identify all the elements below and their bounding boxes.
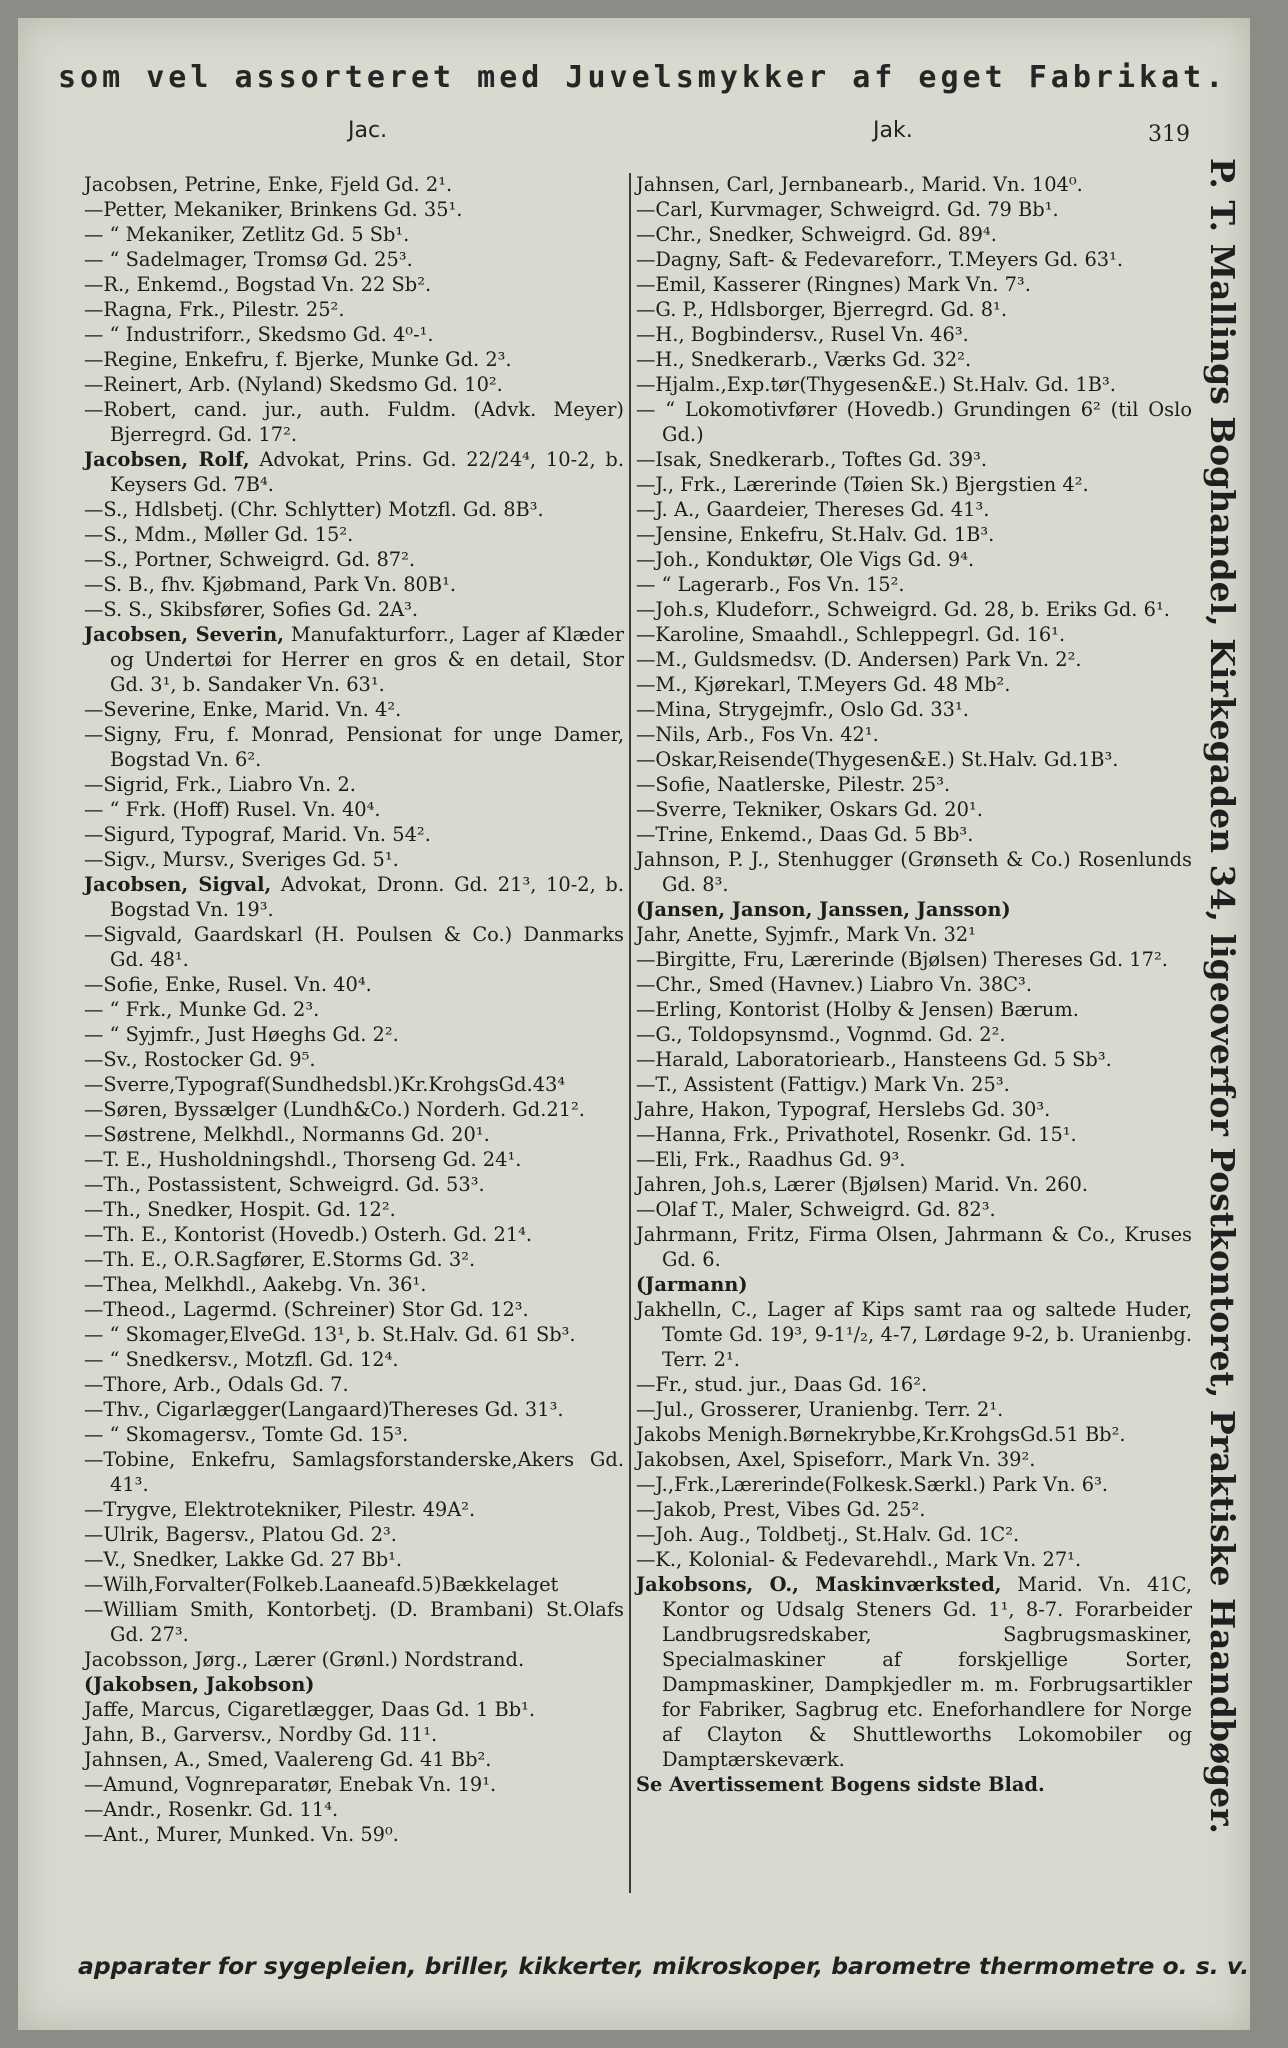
- entry-text: Jahrmann, Fritz, Firma Olsen, Jahrmann & Co., Kruses Gd. 6.: [636, 1223, 1192, 1271]
- directory-entry: [84, 1347, 624, 1372]
- page-number: 319: [1148, 122, 1190, 147]
- entry-text: — “ Snedkersv., Motzfl. Gd. 12⁴.: [84, 1348, 399, 1371]
- entry-text: —M., Guldsmedsv. (D. Andersen) Park Vn. 2².: [636, 648, 1082, 671]
- entry-text: —Hjalm.,Exp.tør(Thygesen&E.) St.Halv. Gd. 1B³.: [636, 373, 1116, 396]
- directory-entry: [84, 1647, 624, 1672]
- directory-entry: [84, 1372, 624, 1397]
- entry-text: —M., Kjørekarl, T.Meyers Gd. 48 Mb².: [636, 673, 1011, 696]
- column-divider: [629, 173, 631, 1893]
- entry-text: Manufakturforr., Lager af Klæder og Undertøi for Herrer en gros & en detail, Stor Gd. 3¹, b. Sandaker Vn. 63¹.: [110, 623, 624, 696]
- directory-entry: [636, 1022, 1192, 1047]
- directory-entry: [636, 347, 1192, 372]
- directory-entry: [84, 622, 624, 697]
- entry-text: —Fr., stud. jur., Daas Gd. 16².: [636, 1373, 928, 1396]
- entry-name-bold: Jacobsen, Severin,: [84, 623, 284, 646]
- entry-text: —H., Snedkerarb., Værks Gd. 32².: [636, 348, 972, 371]
- entry-text: —Chr., Snedker, Schweigrd. Gd. 89⁴.: [636, 223, 997, 246]
- directory-entry: [84, 1422, 624, 1447]
- directory-entry: [636, 497, 1192, 522]
- directory-entry: [636, 272, 1192, 297]
- entry-text: — “ Skomager,ElveGd. 13¹, b. St.Halv. Gd. 61 Sb³.: [84, 1323, 576, 1346]
- entry-text: —S. S., Skibsfører, Sofies Gd. 2A³.: [84, 598, 419, 621]
- entry-text: — “ Mekaniker, Zetlitz Gd. 5 Sb¹.: [84, 223, 410, 246]
- entry-text: —Robert, cand. jur., auth. Fuldm. (Advk. Meyer) Bjerregrd. Gd. 17².: [84, 398, 624, 446]
- directory-entry: [636, 847, 1192, 897]
- directory-entry: [84, 1447, 624, 1497]
- entry-text: —Joh.s, Kludeforr., Schweigrd. Gd. 28, b. Eriks Gd. 6¹.: [636, 598, 1170, 621]
- entry-text: —Sofie, Enke, Rusel. Vn. 40⁴.: [84, 973, 372, 996]
- entry-text: —Søstrene, Melkhdl., Normanns Gd. 20¹.: [84, 1123, 490, 1146]
- directory-entry: [636, 722, 1192, 747]
- entry-text: —Trygve, Elektrotekniker, Pilestr. 49A².: [84, 1498, 476, 1521]
- entry-text: —Th., Snedker, Hospit. Gd. 12².: [84, 1198, 396, 1221]
- directory-entry: [636, 572, 1192, 597]
- entry-text: —Thea, Melkhdl., Aakebg. Vn. 36¹.: [84, 1273, 427, 1296]
- directory-entry: [84, 972, 624, 997]
- entry-text: —Isak, Snedkerarb., Toftes Gd. 39³.: [636, 448, 988, 471]
- entry-text: —Andr., Rosenkr. Gd. 11⁴.: [84, 1798, 339, 1821]
- entry-text: Jahnson, P. J., Stenhugger (Grønseth & Co.) Rosenlunds Gd. 8³.: [636, 848, 1192, 896]
- entry-text: Jaffe, Marcus, Cigaretlægger, Daas Gd. 1 Bb¹.: [84, 1698, 536, 1721]
- directory-entry: [84, 1122, 624, 1147]
- entry-text: Marid. Vn. 41C, Kontor og Udsalg Steners Gd. 1¹, 8-7. Forarbeider Landbrugsredskaber, Sagbrugsmaskiner, Specialmaskiner af forskjellige Sorter, Dampmaskiner, Dampkjedler m. m. Forbrugsartikler for Fabriker, Sagbrug etc. Eneforhandlere for Norge af Clayton & Shuttleworths Lokomobiler og Damptærskeværk.: [662, 1573, 1192, 1771]
- directory-entry: [636, 772, 1192, 797]
- directory-entry: [636, 697, 1192, 722]
- entry-text: —Th. E., O.R.Sagfører, E.Storms Gd. 3².: [84, 1248, 476, 1271]
- left-column-heading: Jac.: [348, 118, 388, 143]
- directory-entry: [636, 947, 1192, 972]
- entry-text: —Sigurd, Typograf, Marid. Vn. 54².: [84, 823, 431, 846]
- directory-entry: [636, 397, 1192, 447]
- directory-entry: [636, 997, 1192, 1022]
- directory-entry: [84, 1497, 624, 1522]
- entry-text: Jakobs Menigh.Børnekrybbe,Kr.KrohgsGd.51 Bb².: [636, 1423, 1126, 1446]
- directory-entry: [84, 572, 624, 597]
- directory-entry: [84, 1547, 624, 1572]
- entry-name-bold: Jacobsen, Rolf,: [84, 448, 250, 471]
- directory-entry: [84, 1147, 624, 1172]
- top-advertisement-banner: som vel assorteret med Juvelsmykker af eget Fabrikat.: [58, 60, 1228, 95]
- directory-entry: [636, 1372, 1192, 1397]
- directory-entry: [636, 547, 1192, 572]
- entry-text: —Thv., Cigarlægger(Langaard)Thereses Gd. 31³.: [84, 1398, 564, 1421]
- entry-name-bold: Jacobsen, Sigval,: [84, 873, 272, 896]
- directory-entry: [84, 1772, 624, 1797]
- directory-entry: [636, 197, 1192, 222]
- directory-entry: [84, 997, 624, 1022]
- entry-text: Jahr, Anette, Syjmfr., Mark Vn. 32¹: [636, 923, 976, 946]
- entry-text: —Birgitte, Fru, Lærerinde (Bjølsen) Thereses Gd. 17².: [636, 948, 1168, 971]
- directory-entry: [636, 297, 1192, 322]
- entry-text: —Sigv., Mursv., Sveriges Gd. 5¹.: [84, 848, 399, 871]
- entry-text: —G. P., Hdlsborger, Bjerregrd. Gd. 8¹.: [636, 298, 1007, 321]
- directory-entry: [636, 1497, 1192, 1522]
- entry-text: —Ulrik, Bagersv., Platou Gd. 2³.: [84, 1523, 397, 1546]
- entry-text: — “ Lagerarb., Fos Vn. 15².: [636, 573, 905, 596]
- directory-entry: [636, 1297, 1192, 1372]
- entry-text: —Mina, Strygejmfr., Oslo Gd. 33¹.: [636, 698, 969, 721]
- directory-entry: [84, 1747, 624, 1772]
- entry-text: —Dagny, Saft- & Fedevareforr., T.Meyers Gd. 63¹.: [636, 248, 1124, 271]
- directory-entry: [84, 1322, 624, 1347]
- directory-entry: [84, 272, 624, 297]
- entry-text: —J., Frk., Lærerinde (Tøien Sk.) Bjergstien 4².: [636, 473, 1089, 496]
- entry-text: —Erling, Kontorist (Holby & Jensen) Bærum.: [636, 998, 1079, 1021]
- entry-text: —Thore, Arb., Odals Gd. 7.: [84, 1373, 349, 1396]
- section-heading: (Jarmann): [636, 1273, 748, 1296]
- entry-text: —S., Portner, Schweigrd. Gd. 87².: [84, 548, 416, 571]
- directory-entry: [636, 1472, 1192, 1497]
- entry-text: Jahre, Hakon, Typograf, Herslebs Gd. 30³.: [636, 1098, 1051, 1121]
- directory-entry: [84, 1822, 624, 1847]
- directory-entry: [636, 172, 1192, 197]
- entry-text: —Søren, Byssælger (Lundh&Co.) Norderh. Gd.21².: [84, 1098, 585, 1121]
- directory-entry: [636, 522, 1192, 547]
- directory-entry: [84, 1522, 624, 1547]
- directory-entry: [636, 1097, 1192, 1122]
- entry-text: —Severine, Enke, Marid. Vn. 4².: [84, 698, 402, 721]
- directory-entry: [636, 647, 1192, 672]
- directory-entry: [84, 322, 624, 347]
- entry-text: Jacobsen, Petrine, Enke, Fjeld Gd. 2¹.: [84, 173, 453, 196]
- directory-entry: [636, 1147, 1192, 1172]
- entry-text: —Ragna, Frk., Pilestr. 25².: [84, 298, 345, 321]
- directory-entry: [636, 1172, 1192, 1197]
- directory-entry: [84, 597, 624, 622]
- entry-text: —Sigvald, Gaardskarl (H. Poulsen & Co.) Danmarks Gd. 48¹.: [84, 923, 624, 971]
- entry-text: —Olaf T., Maler, Schweigrd. Gd. 82³.: [636, 1198, 996, 1221]
- left-column: [84, 172, 624, 1847]
- directory-entry: [84, 1197, 624, 1222]
- directory-entry: [636, 972, 1192, 997]
- directory-entry: [84, 697, 624, 722]
- directory-entry: [84, 547, 624, 572]
- directory-entry: [84, 772, 624, 797]
- entry-text: —R., Enkemd., Bogstad Vn. 22 Sb².: [84, 273, 432, 296]
- directory-entry: [636, 447, 1192, 472]
- entry-text: —Jul., Grosserer, Uranienbg. Terr. 2¹.: [636, 1398, 1004, 1421]
- directory-entry: [84, 372, 624, 397]
- directory-entry: [636, 672, 1192, 697]
- entry-text: —Chr., Smed (Havnev.) Liabro Vn. 38C³.: [636, 973, 1032, 996]
- entry-text: —Ant., Murer, Munked. Vn. 59⁰.: [84, 1823, 399, 1846]
- directory-entry: [84, 222, 624, 247]
- entry-text: —Th. E., Kontorist (Hovedb.) Osterh. Gd. 21⁴.: [84, 1223, 533, 1246]
- entry-text: —Nils, Arb., Fos Vn. 42¹.: [636, 723, 879, 746]
- entry-text: — “ Frk. (Hoff) Rusel. Vn. 40⁴.: [84, 798, 381, 821]
- directory-entry: [636, 797, 1192, 822]
- side-advertisement: P. T. Mallings Boghandel, Kirkegaden 34, ligeoverfor Postkontoret, Praktiske Haandbøger.: [1203, 158, 1242, 1835]
- directory-entry: [84, 1797, 624, 1822]
- section-heading: (Jansen, Janson, Janssen, Jansson): [636, 898, 1011, 921]
- entry-text: —S. B., fhv. Kjøbmand, Park Vn. 80B¹.: [84, 573, 457, 596]
- directory-entry: [84, 822, 624, 847]
- directory-entry: [636, 597, 1192, 622]
- directory-entry: [636, 1447, 1192, 1472]
- entry-text: —S., Mdm., Møller Gd. 15².: [84, 523, 354, 546]
- bottom-advertisement-banner: apparater for sygepleien, briller, kikkerter, mikroskoper, barometre thermometre o. s. v.: [78, 1952, 1250, 1980]
- directory-entry: [636, 1072, 1192, 1097]
- directory-entry: [636, 1522, 1192, 1547]
- entry-text: —K., Kolonial- & Fedevarehdl., Mark Vn. 27¹.: [636, 1548, 1082, 1571]
- entry-text: —Theod., Lagermd. (Schreiner) Stor Gd. 12³.: [84, 1298, 529, 1321]
- entry-text: — “ Lokomotivfører (Hovedb.) Grundingen 6² (til Oslo Gd.): [636, 398, 1192, 446]
- entry-text: Jakhelln, C., Lager af Kips samt raa og saltede Huder, Tomte Gd. 19³, 9-1¹/₂, 4-7, Lørdage 9-2, b. Uranienbg. Terr. 2¹.: [636, 1298, 1192, 1371]
- entry-text: —Sverre, Tekniker, Oskars Gd. 20¹.: [636, 798, 983, 821]
- directory-entry: [84, 872, 624, 922]
- directory-entry: [636, 1572, 1192, 1772]
- directory-entry: [84, 522, 624, 547]
- entry-text: —G., Toldopsynsmd., Vognmd. Gd. 2².: [636, 1023, 1006, 1046]
- entry-text: Jahnsen, Carl, Jernbanearb., Marid. Vn. 104⁰.: [636, 173, 1083, 196]
- directory-entry: [84, 1022, 624, 1047]
- directory-entry: [84, 847, 624, 872]
- directory-entry: [84, 497, 624, 522]
- entry-text: —Reinert, Arb. (Nyland) Skedsmo Gd. 10².: [84, 373, 503, 396]
- entry-text: —Harald, Laboratoriearb., Hansteens Gd. 5 Sb³.: [636, 1048, 1112, 1071]
- directory-entry: [636, 1197, 1192, 1222]
- directory-entry: [84, 1097, 624, 1122]
- entry-text: Jahn, B., Garversv., Nordby Gd. 11¹.: [84, 1723, 438, 1746]
- entry-text: — “ Syjmfr., Just Høeghs Gd. 2².: [84, 1023, 399, 1046]
- directory-entry: [84, 247, 624, 272]
- directory-entry: [84, 1597, 624, 1647]
- directory-entry: [636, 822, 1192, 847]
- entry-text: —Wilh,Forvalter(Folkeb.Laaneafd.5)Bækkelaget: [84, 1573, 559, 1596]
- directory-entry: [84, 1172, 624, 1197]
- entry-text: —Oskar,Reisende(Thygesen&E.) St.Halv. Gd.1B³.: [636, 748, 1119, 771]
- directory-entry: [636, 1222, 1192, 1272]
- directory-entry: [84, 1072, 624, 1097]
- entry-text: — “ Skomagersv., Tomte Gd. 15³.: [84, 1423, 409, 1446]
- right-column-heading: Jak.: [873, 118, 913, 143]
- directory-entry: [84, 922, 624, 972]
- entry-text: —Joh., Konduktør, Ole Vigs Gd. 9⁴.: [636, 548, 975, 571]
- directory-entry: [636, 922, 1192, 947]
- entry-text: — “ Industriforr., Skedsmo Gd. 4⁰-¹.: [84, 323, 434, 346]
- entry-text: —H., Bogbindersv., Rusel Vn. 46³.: [636, 323, 969, 346]
- directory-entry: [84, 1047, 624, 1072]
- entry-text: Jakobsen, Axel, Spiseforr., Mark Vn. 39².: [636, 1448, 1036, 1471]
- entry-text: —T. E., Husholdningshdl., Thorseng Gd. 24¹.: [84, 1148, 522, 1171]
- entry-text: —Eli, Frk., Raadhus Gd. 9³.: [636, 1148, 906, 1171]
- entry-text: Advokat, Prins. Gd. 22/24⁴, 10-2, b. Keysers Gd. 7B⁴.: [110, 448, 624, 496]
- directory-entry: [84, 797, 624, 822]
- section-heading: (Jakobsen, Jakobson): [84, 1673, 315, 1696]
- entry-text: —Th., Postassistent, Schweigrd. Gd. 53³.: [84, 1173, 485, 1196]
- entry-text: —Sigrid, Frk., Liabro Vn. 2.: [84, 773, 356, 796]
- directory-entry: [636, 1397, 1192, 1422]
- directory-entry: [84, 1272, 624, 1297]
- directory-entry: [636, 247, 1192, 272]
- entry-text: —S., Hdlsbetj. (Chr. Schlytter) Motzfl. Gd. 8B³.: [84, 498, 544, 521]
- entry-text: —Petter, Mekaniker, Brinkens Gd. 35¹.: [84, 198, 463, 221]
- entry-text: —Joh. Aug., Toldbetj., St.Halv. Gd. 1C².: [636, 1523, 1020, 1546]
- entry-text: Jacobsson, Jørg., Lærer (Grønl.) Nordstrand.: [84, 1648, 525, 1671]
- directory-entry: [636, 222, 1192, 247]
- directory-entry: [84, 1247, 624, 1272]
- right-column: [636, 172, 1192, 1797]
- directory-entry: [636, 622, 1192, 647]
- entry-text: —Regine, Enkefru, f. Bjerke, Munke Gd. 2³.: [84, 348, 512, 371]
- entry-text: Jahren, Joh.s, Lærer (Bjølsen) Marid. Vn. 260.: [636, 1173, 1089, 1196]
- entry-text: — “ Frk., Munke Gd. 2³.: [84, 998, 320, 1021]
- directory-entry: [636, 1047, 1192, 1072]
- directory-entry: [636, 472, 1192, 497]
- directory-entry: [84, 297, 624, 322]
- entry-text: —Signy, Fru, f. Monrad, Pensionat for unge Damer, Bogstad Vn. 6².: [84, 723, 624, 771]
- directory-entry: [84, 447, 624, 497]
- directory-entry: [636, 1122, 1192, 1147]
- entry-text: —J.,Frk.,Lærerinde(Folkesk.Særkl.) Park Vn. 6³.: [636, 1473, 1109, 1496]
- entry-text: —T., Assistent (Fattigv.) Mark Vn. 25³.: [636, 1073, 1010, 1096]
- entry-text: —Carl, Kurvmager, Schweigrd. Gd. 79 Bb¹.: [636, 198, 1059, 221]
- entry-text: —Jakob, Prest, Vibes Gd. 25².: [636, 1498, 926, 1521]
- entry-text: Jahnsen, A., Smed, Vaalereng Gd. 41 Bb².: [84, 1748, 492, 1771]
- directory-entry: [84, 172, 624, 197]
- directory-entry: [84, 397, 624, 447]
- directory-page: [18, 18, 1250, 2030]
- entry-text: —Sverre,Typograf(Sundhedsbl.)Kr.KrohgsGd.43⁴: [84, 1073, 566, 1096]
- entry-text: Advokat, Dronn. Gd. 21³, 10-2, b. Bogstad Vn. 19³.: [110, 873, 624, 921]
- directory-entry: [636, 322, 1192, 347]
- entry-text: —Amund, Vognreparatør, Enebak Vn. 19¹.: [84, 1773, 497, 1796]
- entry-text: —Karoline, Smaahdl., Schleppegrl. Gd. 16¹.: [636, 623, 1066, 646]
- entry-text: — “ Sadelmager, Tromsø Gd. 25³.: [84, 248, 413, 271]
- directory-entry: [84, 347, 624, 372]
- entry-text: —Sofie, Naatlerske, Pilestr. 25³.: [636, 773, 951, 796]
- entry-text: —Jensine, Enkefru, St.Halv. Gd. 1B³.: [636, 523, 995, 546]
- entry-text: —J. A., Gaardeier, Thereses Gd. 41³.: [636, 498, 990, 521]
- entry-text: —V., Snedker, Lakke Gd. 27 Bb¹.: [84, 1548, 403, 1571]
- directory-entry: [84, 197, 624, 222]
- entry-text: —Hanna, Frk., Privathotel, Rosenkr. Gd. 15¹.: [636, 1123, 1077, 1146]
- entry-text: —Tobine, Enkefru, Samlagsforstanderske,Akers Gd. 41³.: [84, 1448, 624, 1496]
- section-heading: Se Avertissement Bogens sidste Blad.: [636, 1773, 1045, 1796]
- directory-entry: [84, 1397, 624, 1422]
- directory-entry: [84, 1222, 624, 1247]
- directory-entry: [84, 722, 624, 772]
- directory-entry: [84, 1697, 624, 1722]
- entry-text: —William Smith, Kontorbetj. (D. Brambani) St.Olafs Gd. 27³.: [84, 1598, 624, 1646]
- entry-name-bold: Jakobsons, O., Maskinværksted,: [636, 1573, 1002, 1596]
- entry-text: —Emil, Kasserer (Ringnes) Mark Vn. 7³.: [636, 273, 1031, 296]
- directory-entry: [84, 1572, 624, 1597]
- directory-entry: [636, 1547, 1192, 1572]
- directory-entry: [636, 372, 1192, 397]
- directory-entry: [84, 1297, 624, 1322]
- entry-text: —Sv., Rostocker Gd. 9⁵.: [84, 1048, 316, 1071]
- entry-text: —Trine, Enkemd., Daas Gd. 5 Bb³.: [636, 823, 974, 846]
- directory-entry: [636, 1422, 1192, 1447]
- directory-entry: [84, 1722, 624, 1747]
- directory-entry: [636, 747, 1192, 772]
